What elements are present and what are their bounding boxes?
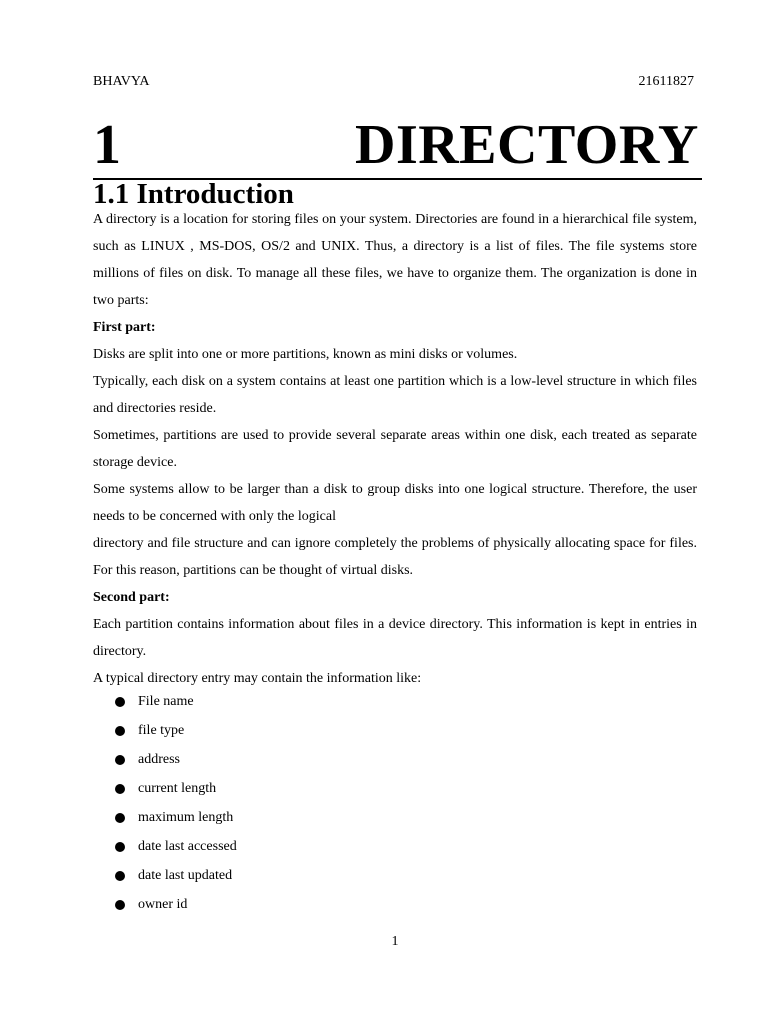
- list-item: [115, 861, 237, 890]
- body-text: [93, 206, 697, 692]
- list-item-label: owner id: [138, 897, 188, 912]
- list-item: [115, 890, 237, 919]
- paragraph-partitions: Disks are split into one or more partitions, known as mini disks or volumes.: [93, 347, 518, 362]
- paragraph-logical-structure: Some systems allow to be larger than a disk to group disks into one logical structure. Therefore, the user needs to be concerned with only the logical: [93, 482, 697, 524]
- bullet-icon: [115, 900, 125, 910]
- bullet-icon: [115, 784, 125, 794]
- list-item: [115, 745, 237, 774]
- list-item: [115, 687, 237, 716]
- section-heading: 1.1 Introduction: [93, 178, 294, 210]
- header-id-number: 21611827: [638, 74, 694, 89]
- list-item-label: File name: [138, 694, 194, 709]
- list-item: [115, 774, 237, 803]
- bullet-icon: [115, 813, 125, 823]
- bullet-icon: [115, 871, 125, 881]
- chapter-title: DIRECTORY: [355, 114, 699, 176]
- list-item-label: maximum length: [138, 810, 234, 825]
- paragraph-intro: A directory is a location for storing files on your system. Directories are found in a hierarchical file system, such as LINUX , MS-DOS, OS/2 and UNIX. Thus, a directory is a list of files. The file systems store millions of files on disk. To manage all these files, we have to organize them. The organization is done in two parts:: [93, 212, 697, 308]
- paragraph-entry-intro: A typical directory entry may contain the information like:: [93, 671, 422, 686]
- bullet-icon: [115, 697, 125, 707]
- list-item: [115, 832, 237, 861]
- paragraph-typical-disk: Typically, each disk on a system contains at least one partition which is a low-level structure in which files and directories reside.: [93, 374, 697, 416]
- bullet-icon: [115, 755, 125, 765]
- list-item-label: file type: [138, 723, 185, 738]
- list-item-label: current length: [138, 781, 217, 796]
- entry-field-list: [115, 687, 237, 919]
- paragraph-device-directory: Each partition contains information about files in a device directory. This information is kept in entries in directory.: [93, 617, 697, 659]
- bullet-icon: [115, 842, 125, 852]
- paragraph-separate-areas: Sometimes, partitions are used to provide several separate areas within one disk, each treated as separate storage device.: [93, 428, 697, 470]
- list-item: [115, 803, 237, 832]
- list-item-label: address: [138, 752, 180, 767]
- paragraph-virtual-disks: directory and file structure and can ignore completely the problems of physically allocating space for files. For this reason, partitions can be thought of virtual disks.: [93, 536, 697, 578]
- page-number: 1: [391, 934, 399, 949]
- header-author: BHAVYA: [93, 74, 150, 89]
- list-item-label: date last updated: [138, 868, 233, 883]
- subheading-first-part: First part:: [93, 320, 156, 335]
- subheading-second-part: Second part:: [93, 590, 170, 605]
- list-item-label: date last accessed: [138, 839, 237, 854]
- chapter-number: 1: [93, 114, 121, 176]
- list-item: [115, 716, 237, 745]
- bullet-icon: [115, 726, 125, 736]
- chapter-heading: [93, 112, 701, 178]
